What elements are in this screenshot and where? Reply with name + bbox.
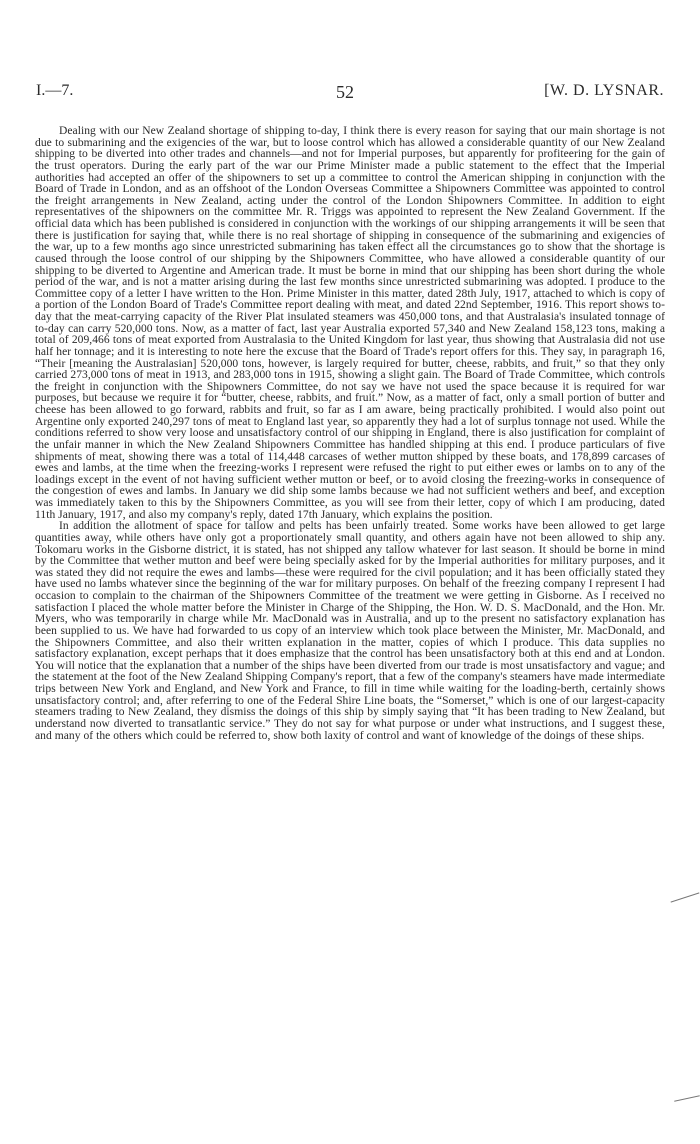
paragraph-1: Dealing with our New Zealand shortage of shipping to-day, I think there is every reason for saying that our main shortage is not due to submarining and the exigencies of the war, but to loose control which has allowed a considerable quantity of our New Zealand shipping to be diverted into other trades and channels—and not for Imperial purposes, but apparently for profiteering for the gain of the trust operators. During the early part of the war our Prime Minister made a public statement to the effect that the Imperial authorities had accepted an offer of the shipowners to set up a committee to control the American shipping in conjunction with the Board of Trade in London, and as an offshoot of the London Overseas Committee a Shipowners Committee was appointed to control the freight arrangements in New Zealand, acting under the control of the London Shipowners Committee. In addition to eight representatives of the shipowners on the committee Mr. R. Triggs was appointed to represent the New Zealand Government. If the official data which has been published is considered in conjunction with the workings of our shipping arrangements it will be seen that there is justification for saying that, while there is no real shortage of shipping in consequence of the submarining and exigencies of the war, up to a few months ago since unrestricted submarining has taken effect all the circumstances go to show that the shortage is caused through the loose control of our shipping by the Shipowners Committee, who have allowed a considerable quantity of our shipping to be diverted to Argentine and American trade. It must be borne in mind that our shipping has been short during the whole period of the war, and is not a matter arising during the last few months since unrestricted submarining was adopted. I produce to the Committee copy of a letter I have written to the Hon. Prime Minister in this matter, dated 28th July, 1917, attached to which is copy of a portion of the London Board of Trade's Committee report dealing with meat, and dated 22nd September, 1916. This report shows to-day that the meat-carrying capacity of the River Plat insulated steamers was 450,000 tons, and that Australasia's insulated tonnage of to-day can carry 520,000 tons. Now, as a matter of fact, last year Australia exported 57,340 and New Zealand 158,123 tons, making a total of 209,466 tons of meat exported from Australasia to the United Kingdom for last year, thus showing that Australasia did not use half her tonnage; and it is interesting to note here the excuse that the Board of Trade's report offers for this. They say, in paragraph 16, “Their [meaning the Australasian] 520,000 tons, however, is largely required for butter, cheese, rabbits, and fruit,” so that they only carried 273,000 tons of meat in 1913, and 283,000 tons in 1915, showing a slight gain. The Board of Trade Committee, which controls the freight in conjunction with the Shipowners Committee, do not say we have not used the space because it is required for war purposes, but because we require it for “butter, cheese, rabbits, and fruit.” Now, as a matter of fact, only a small portion of butter and cheese has been allowed to go forward, rabbits and fruit, so far as I am aware, being practically prohibited. I would also point out Argentine only exported 240,297 tons of meat to England last year, so apparently they had a lot of surplus tonnage not used. While the conditions referred to show very loose and unsatisfactory control of our shipping in England, there is also justification for complaint of the unfair manner in which the New Zealand Shipowners Committee has handled shipping at this end. I produce particulars of five shipments of meat, showing there was a total of 114,448 carcases of wether mutton shipped by these boats, and 178,899 carcases of ewes and lambs, at the time when the freezing-works I represent were refused the right to put either ewes or lambs on to any of the loadings except in the event of not having sufficient wether mutton or beef, or to avoid closing the freezing-works in consequence of the congestion of ewes and lambs. In January we did ship some lambs because we had not sufficient wethers and beef, and exception was immediately taken to this by the Shipowners Committee, as you will see from their letter, copy of which I am producing, dated 11th January, 1917, and also my company's reply, dated 17th January, which explains the position. bbox=[35, 125, 665, 521]
speaker-name: [W. D. LYSNAR. bbox=[544, 82, 664, 99]
page-header bbox=[36, 82, 664, 104]
margin-mark bbox=[674, 1095, 700, 1101]
document-reference: I.—7. bbox=[36, 82, 74, 99]
page-body bbox=[35, 126, 665, 742]
page-number: 52 bbox=[336, 82, 354, 102]
margin-mark bbox=[671, 892, 700, 902]
paragraph-2: In addition the allotment of space for tallow and pelts has been unfairly treated. Some works have been allowed to get large quantities away, while others have only got a proportionately small quantity, and others again have not been allowed to ship any. Tokomaru works in the Gisborne district, it is stated, has not shipped any tallow whatever for last season. It should be borne in mind by the Committee that wether mutton and beef were being specially asked for by the Imperial authorities for military purposes, and it was stated they did not require the ewes and lambs—these were required for the civil population; and it has been officially stated they have used no lambs whatever since the beginning of the war for military purposes. On behalf of the freezing company I represent I had occasion to complain to the chairman of the Shipowners Committee of the treatment we were getting in Gisborne. As I received no satisfaction I placed the whole matter before the Minister in Charge of the Shipping, the Hon. W. D. S. MacDonald, and the Hon. Mr. Myers, who was temporarily in charge while Mr. MacDonald was in Australia, and up to the present no satisfactory explanation has been supplied to us. We have had forwarded to us copy of an interview which took place between the Minister, Mr. MacDonald, and the Shipowners Committee, and also their written explanation in the matter, copies of which I produce. This data supplies no satisfactory explanation, except perhaps that it does emphasize that the control has been unsatisfactory both at this end and at London. You will notice that the explanation that a number of the ships have been diverted from our trade is most unsatisfactory and vague; and the statement at the foot of the New Zealand Shipping Company's report, that a few of the company's steamers have made intermediate trips between New York and England, and New York and France, to fill in time while waiting for the loading-berth, certainly shows unsatisfactory control; and, after referring to one of the Federal Shire Line boats, the “Somerset,” which is one of our largest-capacity steamers trading to New Zealand, they dismiss the doings of this ship by simply saying that “It has been trading to New Zealand, but understand now diverted to transatlantic service.” They do not say for what purpose or under what instructions, and I suggest these, and many of the others which could be referred to, show both laxity of control and want of knowledge of the doings of these ships. bbox=[35, 520, 665, 742]
